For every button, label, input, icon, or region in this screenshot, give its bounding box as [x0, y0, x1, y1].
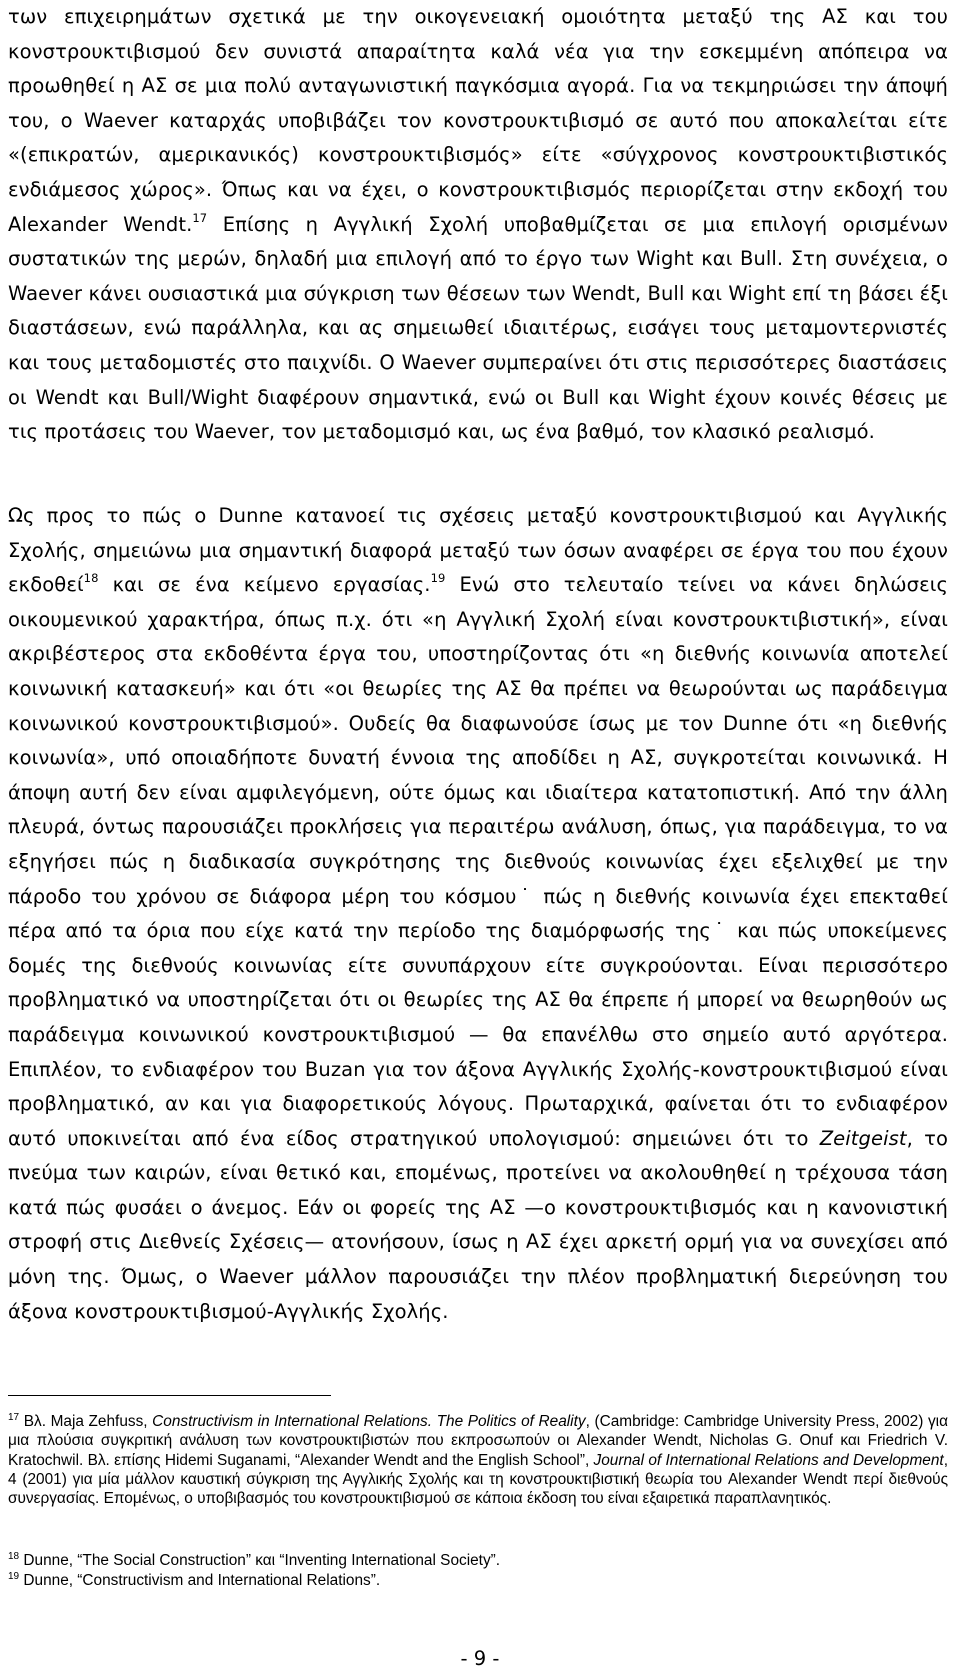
footnote-text: , (Cambridge: Cambridge University Press, 2002) για μια πλούσια συγκριτική ανάλυση των κονστρουκτιβιστών που εκπροσωπούν οι Alexander Wendt, Nicholas G. Onuf και Friedrich V. Kratochwil. Βλ. επίσης Hidemi Suganami, “Alexander Wendt and the English School”,	[8, 1413, 948, 1469]
footnote-journal: Journal of International Relations and Development	[593, 1451, 944, 1469]
paragraph-text: Ως προς το πώς ο Dunne κατανοεί τις σχέσεις μεταξύ κονστρουκτιβισμού και Αγγλικής Σχολής, σημειώνω μια σημαντική διαφορά μεταξύ των όσων αναφέρει σε έργα του που έχουν εκδοθεί	[8, 504, 948, 597]
footnote-ref-18[interactable]: 18	[83, 571, 99, 586]
footnote-title: Constructivism in International Relations. The Politics of Reality	[152, 1413, 586, 1430]
footnote-text: Dunne, “The Social Construction” και “Inventing International Society”.	[19, 1552, 501, 1569]
body-paragraph-1	[8, 0, 948, 450]
paragraph-text: , το πνεύμα των καιρών, είναι θετικό και, επομένως, προτείνει να ακολουθηθεί η τρέχουσα τάση κατά πώς φυσάει ο άνεμος. Εάν οι φορείς της ΑΣ —ο κονστρουκτιβισμός και η κανονιστική στροφή στις Διεθνείς Σχέσεις— ατονήσουν, ίσως η ΑΣ έχει αρκετή ορμή για να συνεχίσει από μόνη της. Όμως, ο Waever μάλλον παρουσιάζει την πλέον προβληματική διερεύνηση του άξονα κονστρουκτιβισμού-Αγγλικής Σχολής.	[8, 1126, 949, 1323]
paragraph-text: Επίσης η Αγγλική Σχολή υποβαθμίζεται σε μια επιλογή ορισμένων συστατικών της μερών, δηλαδή μια επιλογή από το έργο των Wight και Bull. Στη συνέχεια, ο Waever κάνει ουσιαστικά μια σύγκριση των θέσεων των Wendt, Bull και Wight επί τη βάσει έξι διαστάσεων, ενώ παράλληλα, και ας σημειωθεί ιδιαιτέρως, εισάγει τους μεταμοντερνιστές και τους μεταδομιστές στο παιχνίδι. Ο Waever συμπεραίνει ότι στις περισσότερες διαστάσεις οι Wendt και Bull/Wight διαφέρουν σημαντικά, ενώ οι Bull και Wight έχουν κοινές θέσεις με τις προτάσεις του Waever, τον μεταδομισμό και, ως ένα βαθμό, τον κλασικό ρεαλισμό.	[8, 212, 948, 444]
paragraph-text: των επιχειρημάτων σχετικά με την οικογενειακή ομοιότητα μεταξύ της ΑΣ και του κονστρουκτιβισμού δεν συνιστά απαραίτητα καλά νέα για την εσκεμμένη απόπειρα να προωθηθεί η ΑΣ σε μια πολύ ανταγωνιστική παγκόσμια αγορά. Για να τεκμηριώσει την άποψή του, ο Waever καταρχάς υποβιβάζει τον κονστρουκτιβισμό σε αυτό που αποκαλείται είτε «(επικρατών, αμερικανικός) κονστρουκτιβισμός» είτε «σύγχρονος κονστρουκτιβιστικός ενδιάμεσος χώρος». Όπως και να έχει, ο κονστρουκτιβισμός περιορίζεται στην εκδοχή του Alexander Wendt.	[8, 5, 948, 236]
body-paragraph-2	[8, 499, 948, 1329]
footnote-18	[8, 1551, 948, 1570]
footnote-text: , 4 (2001) για μία μάλλον καυστική σύγκριση της Αγγλικής Σχολής και τη κονστρουκτιβιστική θεωρία του Alexander Wendt περί διεθνούς συνεργασίας. Επομένως, ο υποβιβασμός του κονστρουκτιβισμού σε κάποια έκδοση του είναι εξαιρετικά παραπλανητικός.	[8, 1451, 948, 1508]
footnote-text: Dunne, “Constructivism and International Relations”.	[19, 1572, 381, 1589]
page-number: - 9 -	[460, 1647, 500, 1670]
footnote-text: Βλ. Maja Zehfuss,	[19, 1413, 153, 1430]
footnote-ref-19[interactable]: 19	[430, 571, 446, 586]
footnote-ref-17[interactable]: 17	[192, 210, 208, 225]
footnote-number: 19	[8, 1571, 20, 1582]
paragraph-text: και σε ένα κείμενο εργασίας.	[98, 573, 431, 597]
footnote-17	[8, 1412, 948, 1508]
paragraph-text: Ενώ στο τελευταίο τείνει να κάνει δηλώσεις οικουμενικού χαρακτήρα, όπως π.χ. ότι «η Αγγλική Σχολή είναι κονστρουκτιβιστική», είναι ακριβέστερος στα εκδοθέντα έργα του, υποστηρίζοντας ότι «η διεθνής κοινωνία αποτελεί κοινωνική κατασκευή» και ότι «οι θεωρίες της ΑΣ θα πρέπει να θεωρούνται ως παράδειγμα κοινωνικού κονστρουκτιβισμού». Ουδείς θα διαφωνούσε ίσως με τον Dunne ότι «η διεθνής κοινωνία», υπό οποιαδήποτε δυνατή έννοια της αποδίδει η ΑΣ, συγκροτείται κοινωνικά. Η άποψη αυτή δεν είναι αμφιλεγόμενη, ούτε όμως και ιδιαίτερα κατατοπιστική. Από την άλλη πλευρά, όντως παρουσιάζει προκλήσεις για περαιτέρω ανάλυση, όπως, για παράδειγμα, το να εξηγήσει πώς η διαδικασία συγκρότησης της διεθνούς κοινωνίας έχει εξελιχθεί με την πάροδο του χρόνου σε διάφορα μέρη του κόσμου˙ πώς η διεθνής κοινωνία έχει επεκταθεί πέρα από τα όρια που είχε κατά την περίοδο της διαμόρφωσής της˙ και πώς υποκείμενες δομές της διεθνούς κοινωνίας είτε συνυπάρχουν είτε συγκρούονται. Είναι περισσότερο προβληματικό να υποστηρίζεται ότι οι θεωρίες της ΑΣ θα έπρεπε ή μπορεί να θεωρηθούν ως παράδειγμα κοινωνικού κονστρουκτιβισμού — θα επανέλθω στο σημείο αυτό αργότερα. Επιπλέον, το ενδιαφέρον του Buzan για τον άξονα Αγγλικής Σχολής-κονστρουκτιβισμού είναι προβληματικό, αν και για διαφορετικούς λόγους. Πρωταρχικά, φαίνεται ότι το ενδιαφέρον αυτό υποκινείται από ένα είδος στρατηγικού υπολογισμού: σημειώνει ότι το	[8, 573, 948, 1150]
footnote-19	[8, 1571, 948, 1590]
footnote-number: 18	[8, 1551, 20, 1562]
italic-term: Zeitgeist	[819, 1126, 907, 1150]
footnote-separator	[8, 1395, 331, 1396]
footnote-number: 17	[8, 1412, 20, 1423]
